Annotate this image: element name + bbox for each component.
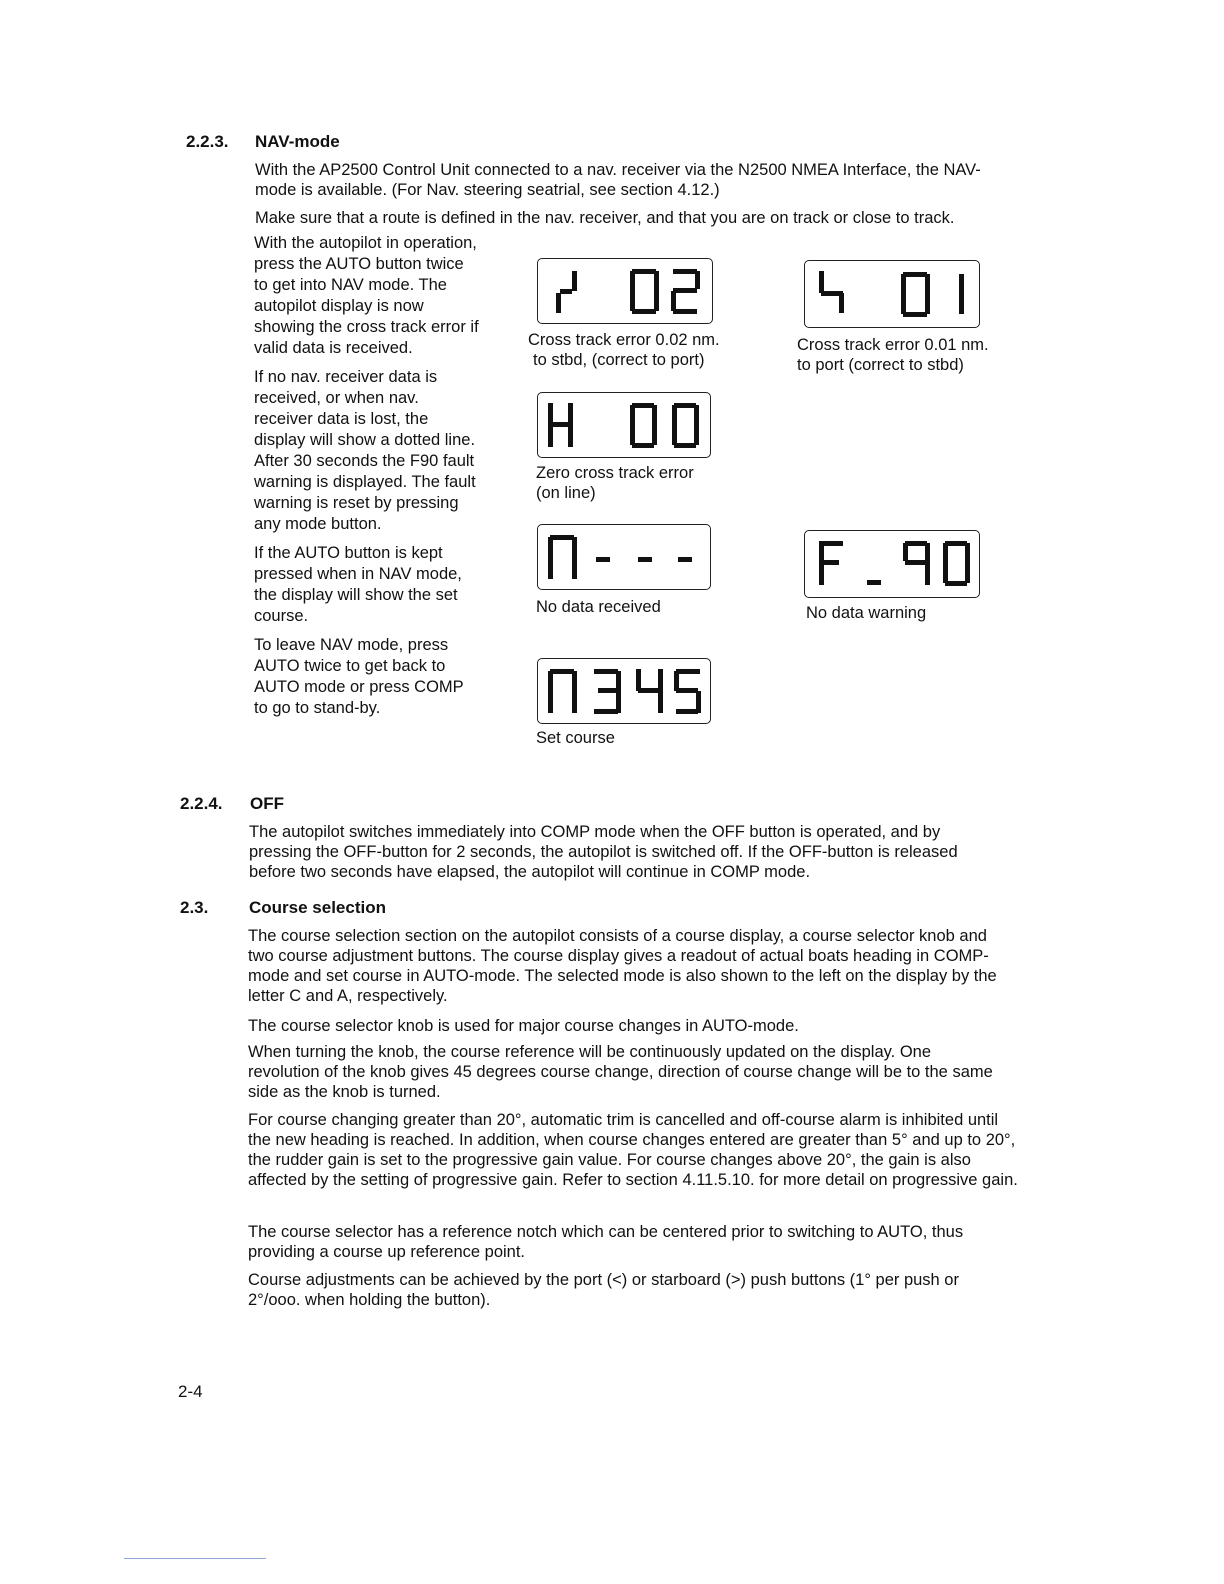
page-number: 2-4 [178, 1382, 203, 1401]
off-paragraph: The autopilot switches immediately into COMP mode when the OFF button is operated, and by pressing the OFF-button for 2 seconds, the autopilot is switched off. If the OFF-button is released before two seconds have elapsed, the autopilot will continue in COMP mode. [249, 823, 958, 881]
side-paragraph-leave-nav: To leave NAV mode, press AUTO twice to get back to AUTO mode or press COMP to go to stand-by. [254, 636, 464, 717]
footer-rule [124, 1558, 266, 1559]
caption-d2-line1: Cross track error 0.01 nm. [797, 336, 989, 354]
lcd-readout-l-01 [805, 261, 979, 327]
course-selection-p2: The course selector knob is used for major course changes in AUTO-mode. [248, 1017, 799, 1035]
caption-d2-line2: to port (correct to stbd) [797, 356, 964, 374]
nav-mode-side-text [254, 233, 479, 727]
section-number-2-2-3: 2.2.3. [186, 132, 229, 151]
lcd-readout-f-90 [805, 531, 979, 597]
caption-d3-line2: (on line) [536, 484, 596, 502]
nav-mode-route-note: Make sure that a route is defined in the nav. receiver, and that you are on track or close to track. [255, 209, 955, 227]
caption-d3-line1: Zero cross track error [536, 464, 694, 482]
nav-mode-intro: With the AP2500 Control Unit connected to a nav. receiver via the N2500 NMEA Interface, the NAV-mode is available. (For Nav. steering seatrial, see section 4.12.) [255, 161, 981, 199]
display-zero-cross-track [537, 392, 711, 458]
caption-d5: No data warning [806, 604, 927, 622]
course-selection-p4: For course changing greater than 20°, automatic trim is cancelled and off-course alarm is inhibited until the new heading is reached. In addition, when course changes entered are greater than 5° and up to 20°, the rudder gain is set to the progressive gain value. For course changes above 20°, the gain is also affected by the setting of progressive gain. Refer to section 4.11.5.10. for more detail on progressive gain. [248, 1111, 1018, 1189]
lcd-readout-h-00 [538, 393, 710, 457]
course-selection-p3: When turning the knob, the course reference will be continuously updated on the display. One revolution of the knob gives 45 degrees course change, direction of course change will be to the same side as the knob is turned. [248, 1043, 993, 1101]
lcd-readout-n-345 [538, 659, 710, 723]
display-no-data-warning [804, 530, 980, 598]
course-selection-p5: The course selector has a reference notch which can be centered prior to switching to AUTO, thus providing a course up reference point. [248, 1223, 964, 1261]
section-number-2-2-4: 2.2.4. [180, 794, 223, 813]
course-selection-p1: The course selection section on the autopilot consists of a course display, a course selector knob and two course adjustment buttons. The course display gives a readout of actual boats heading in COMP-mode and set course in AUTO-mode. The selected mode is also shown to the left on the display by the letter C and A, respectively. [248, 927, 997, 1005]
section-title-course-selection: Course selection [249, 898, 386, 917]
caption-d1-line1: Cross track error 0.02 nm. [528, 331, 720, 349]
display-cross-track-port [804, 260, 980, 328]
section-title-nav-mode: NAV-mode [255, 132, 340, 151]
section-number-2-3: 2.3. [180, 898, 209, 917]
side-paragraph-set-course: If the AUTO button is kept pressed when in NAV mode, the display will show the set course. [254, 544, 462, 625]
display-set-course [537, 658, 711, 724]
caption-d6: Set course [536, 729, 615, 747]
course-selection-p6: Course adjustments can be achieved by the port (<) or starboard (>) push buttons (1° per push or 2°/ooo. when holding the button). [248, 1271, 959, 1309]
display-cross-track-stbd [537, 258, 713, 324]
caption-d4: No data received [536, 598, 661, 616]
caption-d1-line2: to stbd, (correct to port) [533, 351, 705, 369]
lcd-readout-r-02 [538, 259, 712, 323]
side-paragraph-enter-nav: With the autopilot in operation, press the AUTO button twice to get into NAV mode. The autopilot display is now showing the cross track error if valid data is received. [254, 234, 479, 357]
section-title-off: OFF [250, 794, 284, 813]
lcd-readout-no-data [538, 525, 710, 589]
side-paragraph-no-data: If no nav. receiver data is received, or when nav. receiver data is lost, the display will show a dotted line. After 30 seconds the F90 fault warning is displayed. The fault warning is reset by pressing any mode button. [254, 368, 476, 533]
display-no-data [537, 524, 711, 590]
